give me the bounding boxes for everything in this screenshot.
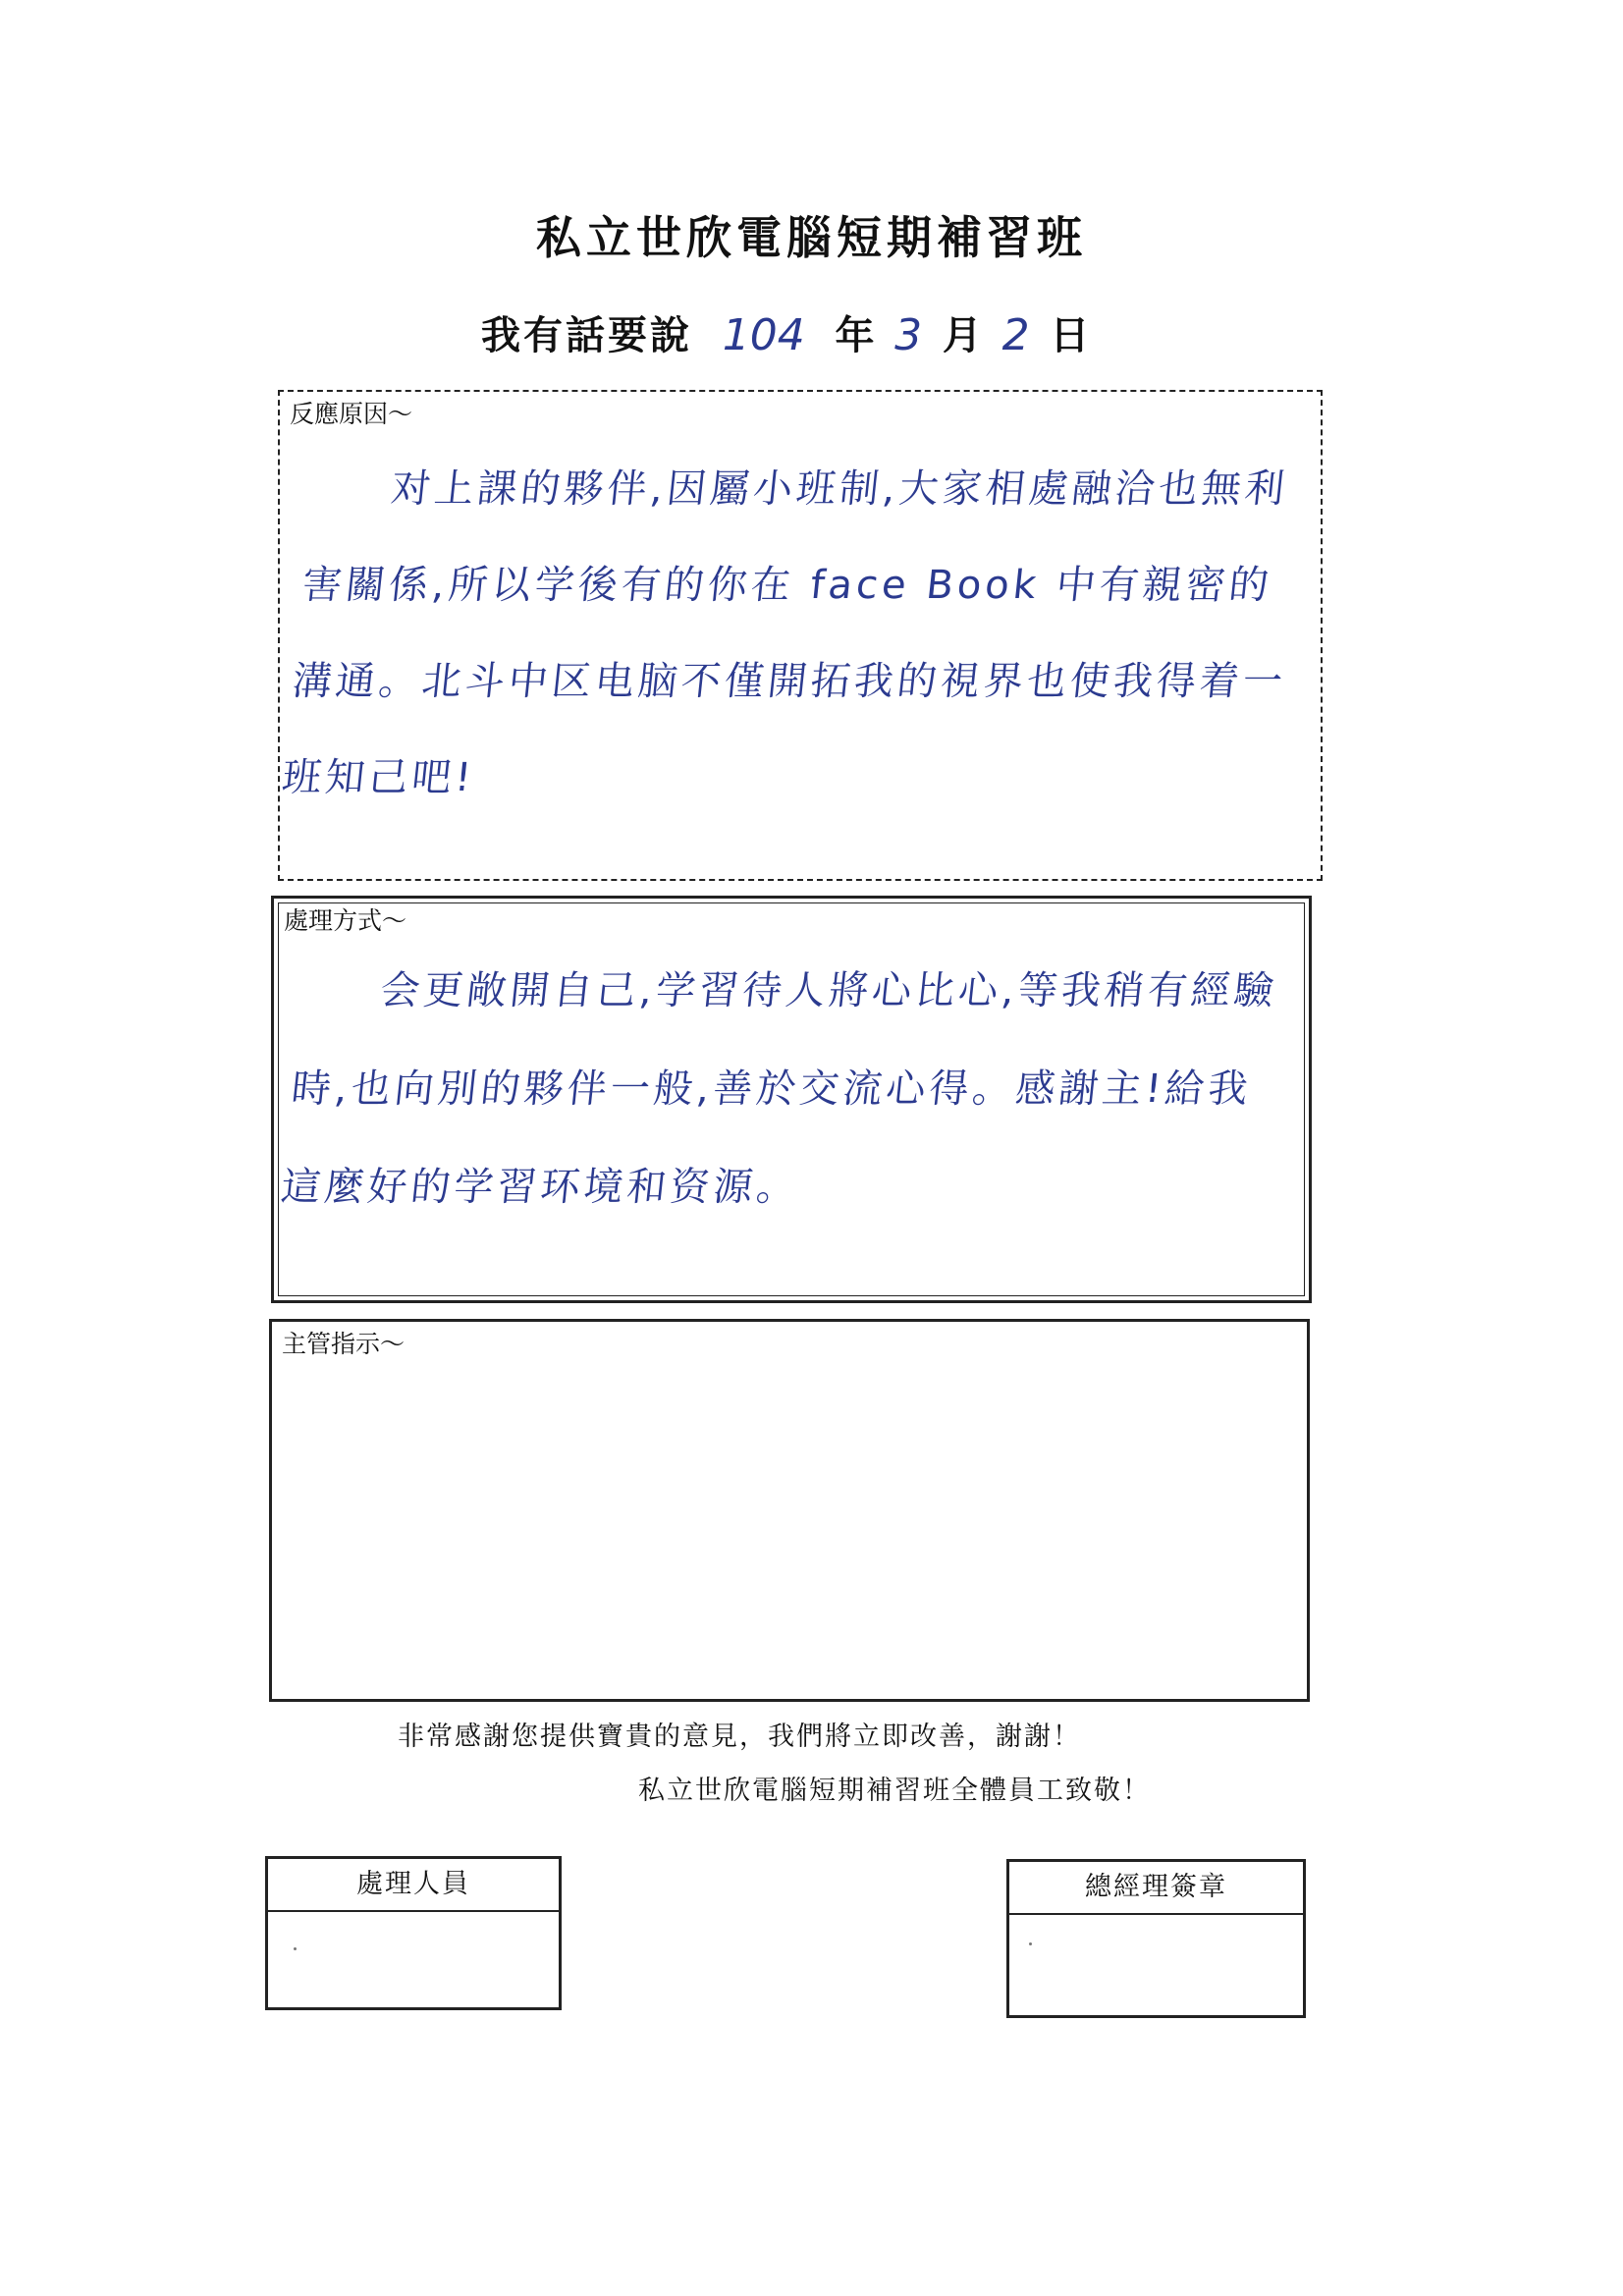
manager-signature-label: 總經理簽章 (1009, 1862, 1303, 1915)
thanks-message: 非常感謝您提供寶貴的意見，我們將立即改善，謝謝！ (398, 1722, 1081, 1752)
date-day: 2 (1001, 310, 1030, 360)
reason-section (278, 390, 1323, 881)
form-title: 私立世欣電腦短期補習班 (536, 211, 1087, 264)
month-unit: 月 (942, 312, 982, 358)
manager-signature-area (1009, 1915, 1303, 2009)
handling-handwriting: 会更敞開自己,学習待人將心比心,等我稍有經驗時,也向別的夥伴一般,善於交流心得。感謝主!給我這麼好的学習环境和资源。 (279, 968, 1280, 1210)
reason-handwriting: 对上課的夥伴,因屬小班制,大家相處融洽也無利害關係,所以学後有的你在 face Book 中有親密的溝通。北斗中区电脑不僅開拓我的視界也使我得着一班知己吧! (280, 466, 1291, 800)
supervisor-label: 主管指示～ (282, 1330, 406, 1358)
handler-signature-area (268, 1912, 559, 2006)
year-unit: 年 (835, 312, 875, 358)
date-year: 104 (722, 310, 805, 360)
scan-speck (294, 1947, 297, 1950)
handling-label: 處理方式～ (284, 906, 407, 935)
date-month: 3 (894, 310, 923, 360)
date-line (481, 306, 1168, 365)
supervisor-section (269, 1319, 1310, 1702)
manager-signature-box (1006, 1859, 1306, 2018)
handling-section (271, 896, 1312, 1303)
day-unit: 日 (1050, 312, 1090, 358)
reason-label: 反應原因～ (290, 400, 413, 428)
handler-signature-box (265, 1856, 562, 2010)
closing-message: 私立世欣電腦短期補習班全體員工致敬！ (638, 1776, 1151, 1806)
reason-text (277, 441, 1323, 826)
handling-text (276, 942, 1307, 1236)
date-line-label: 我有話要說 (481, 312, 692, 358)
scan-speck (1029, 1942, 1032, 1945)
handler-signature-label: 處理人員 (268, 1859, 559, 1912)
